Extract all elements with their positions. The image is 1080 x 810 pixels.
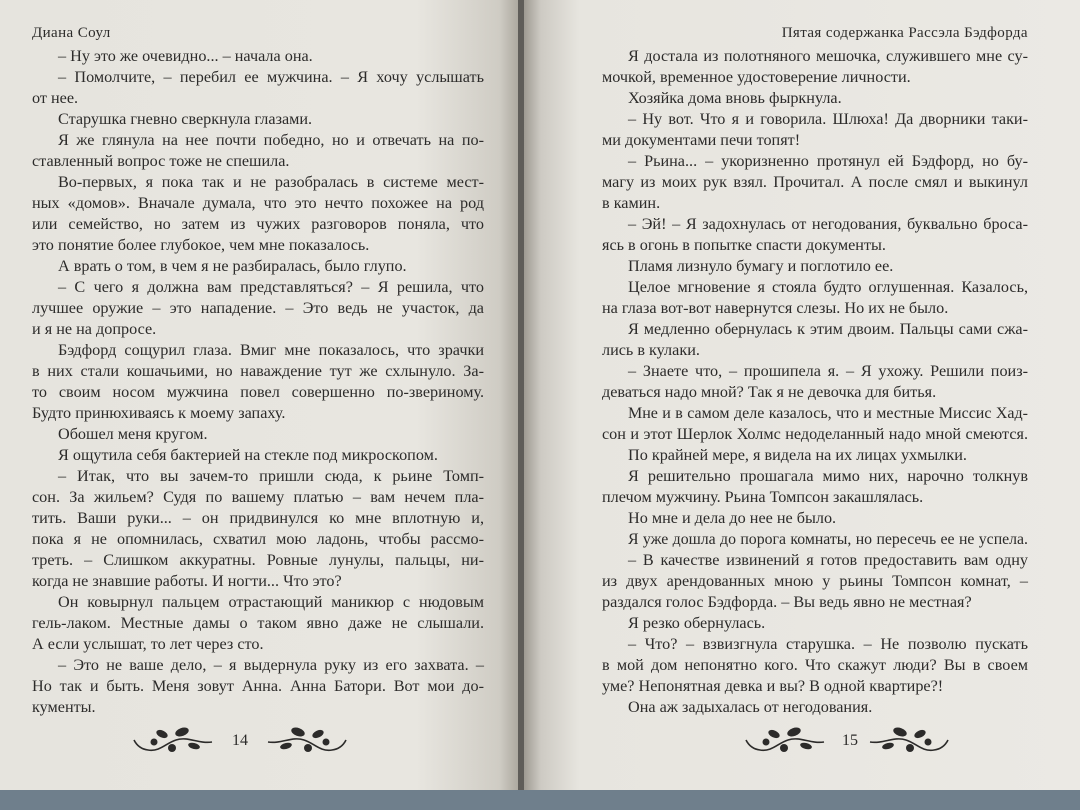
- text-line: плечом мужчину. Рьина Томпсон закашлялась.: [602, 488, 924, 506]
- text-line: и я не на допросе.: [32, 320, 157, 338]
- text-line: ми документами печи топят!: [602, 131, 801, 149]
- page-number-right: 15: [842, 732, 858, 749]
- text-line: Но так и быть. Меня зовут Анна. Анна Батори. Вот мои до-: [32, 677, 484, 695]
- text-line: Но мне и дела до нее не было.: [628, 509, 837, 527]
- text-line: – В качестве извинений я готов предоставить вам одну: [628, 551, 1028, 569]
- text-line: пока я не опомнилась, схватил мою ладонь, чтобы рассмо-: [32, 530, 484, 548]
- text-line: кументы.: [32, 698, 96, 716]
- text-line: лучшее оружие – это нападение. – Это ведь не участок, да: [32, 299, 484, 317]
- left-page-footer: [0, 720, 520, 760]
- text-line: гель-лаком. Местные дамы о таком явно даже не слышали.: [32, 614, 484, 632]
- text-line: треть. – Слишком аккуратны. Ровные лунулы, пальцы, ни-: [32, 551, 484, 569]
- left-page: [0, 0, 520, 790]
- text-line: сон. За жильем? Судя по вашему платью – вам нечем пла-: [32, 488, 484, 506]
- text-line: деваться надо мной? Так я не девочка для битья.: [602, 383, 937, 401]
- text-line: Я же глянула на нее почти победно, но и отвечать на по-: [58, 131, 484, 149]
- right-page: [524, 0, 1080, 790]
- text-line: Я уже дошла до порога комнаты, но пересечь ее не успела.: [628, 531, 1028, 548]
- text-line: Пламя лизнуло бумагу и поглотило ее.: [628, 257, 894, 275]
- text-line: Я резко обернулась.: [628, 614, 766, 632]
- text-line: – Итак, что вы зачем-то пришли сюда, к рьине Томп-: [58, 467, 484, 485]
- text-line: на глаза вот-вот навернутся слезы. Но их не было.: [602, 299, 949, 317]
- text-line: Он ковырнул пальцем отрастающий маникюр с нюдовым: [58, 593, 484, 611]
- text-line: – Помолчите, – перебил ее мужчина. – Я хочу услышать: [58, 68, 484, 86]
- text-line: Я ощутила себя бактерией на стекле под микроскопом.: [58, 446, 438, 464]
- floral-ornament-icon: [132, 722, 214, 756]
- text-line: А если услышат, то лет через сто.: [32, 635, 264, 653]
- text-line: Я достала из полотняного мешочка, служившего мне су-: [628, 47, 1028, 65]
- text-line: – Ну вот. Что я и говорила. Шлюха! Да дворники таки-: [628, 110, 1028, 128]
- running-header-right: Пятая содержанка Рассэла Бэдфорда: [781, 25, 1028, 41]
- text-line: – Знаете что, – прошипела я. – Я ухожу. Решили поиз-: [628, 362, 1028, 380]
- text-line: Будто принюхиваясь к моему запаху.: [32, 404, 286, 422]
- text-line: из двух арендованных мною у рьины Томпсон комнат, –: [602, 572, 1028, 590]
- text-line: когда не знавшие работы. И ногти... Что это?: [32, 572, 342, 590]
- text-line: Целое мгновение я стояла будто оглушенная. Казалось,: [628, 278, 1028, 296]
- text-line: или семейство, но затем из чужих разговоров поняла, что: [32, 215, 484, 233]
- text-line: в них стали кошачьими, но наваждение тут же схлынуло. За-: [32, 362, 484, 380]
- text-line: раздался голос Бэдфорда. – Вы ведь явно не местная?: [602, 593, 972, 611]
- text-line: Я медленно обернулась к этим двоим. Пальцы сами сжа-: [628, 320, 1028, 338]
- text-line: А врать о том, в чем я не разбиралась, было глупо.: [58, 257, 407, 275]
- text-line: – С чего я должна вам представляться? – Я решила, что: [58, 278, 484, 296]
- text-line: – Эй! – Я задохнулась от негодования, буквально броса-: [628, 215, 1028, 233]
- text-line: ных «домов». Вначале думала, что это нечто похожее на род: [32, 194, 484, 212]
- text-line: от нее.: [32, 89, 79, 107]
- left-page-text: [32, 46, 484, 718]
- page-number-left: 14: [232, 732, 248, 749]
- text-line: – Ну это же очевидно... – начала она.: [58, 47, 313, 65]
- text-line: сон и этот Шерлок Холмс недоделанный надо мной смеются.: [602, 425, 1028, 443]
- floral-ornament-icon: [744, 722, 826, 756]
- text-line: лись в кулаки.: [602, 341, 700, 359]
- text-line: – Рьина... – укоризненно протянул ей Бэдфорд, но бу-: [628, 152, 1028, 170]
- floral-ornament-icon: [266, 722, 348, 756]
- text-line: это понятие более глубокое, чем мне показалось.: [32, 236, 370, 254]
- right-page-footer: [524, 720, 1080, 760]
- right-page-text: [602, 46, 1028, 718]
- text-line: Старушка гневно сверкнула глазами.: [58, 110, 313, 128]
- floral-ornament-icon: [868, 722, 950, 756]
- text-line: ясь в огонь в попытке спасти документы.: [602, 236, 886, 254]
- text-line: Во-первых, я пока так и не разобралась в системе мест-: [58, 173, 484, 191]
- text-line: Она аж задыхалась от негодования.: [628, 698, 873, 716]
- text-line: Обошел меня кругом.: [58, 425, 208, 443]
- text-line: Хозяйка дома вновь фыркнула.: [628, 89, 842, 107]
- text-line: магу из моих рук взял. Прочитал. А после смял и выкинул: [602, 173, 1028, 191]
- text-line: в мой дом непонятно кого. Что скажут люди? Вы в своем: [602, 656, 1028, 674]
- text-line: Бэдфорд сощурил глаза. Вмиг мне показалось, что зрачки: [58, 341, 484, 359]
- text-line: – Это не ваше дело, – я выдернула руку из его захвата. –: [58, 656, 484, 674]
- text-line: уме? Непонятная девка и вы? В одной квартире?!: [602, 677, 944, 695]
- text-line: тить. Ваши руки... – он придвинулся ко мне вплотную и,: [32, 509, 484, 527]
- text-line: в камин.: [602, 194, 661, 212]
- running-header-left: Диана Соул: [32, 25, 111, 41]
- text-line: – Что? – взвизгнула старушка. – Не позволю пускать: [628, 635, 1028, 653]
- text-line: ставленный вопрос тоже не спешила.: [32, 152, 290, 170]
- text-line: то своим носом мужчина повел совершенно по-звериному.: [32, 383, 484, 401]
- text-line: Я решительно прошагала мимо них, нарочно толкнув: [628, 467, 1028, 485]
- text-line: мочкой, временное удостоверение личности.: [602, 68, 911, 86]
- text-line: Мне и в самом деле казалось, что и местные Миссис Хад-: [628, 405, 1028, 422]
- text-line: По крайней мере, я видела на их лицах ухмылки.: [628, 446, 967, 464]
